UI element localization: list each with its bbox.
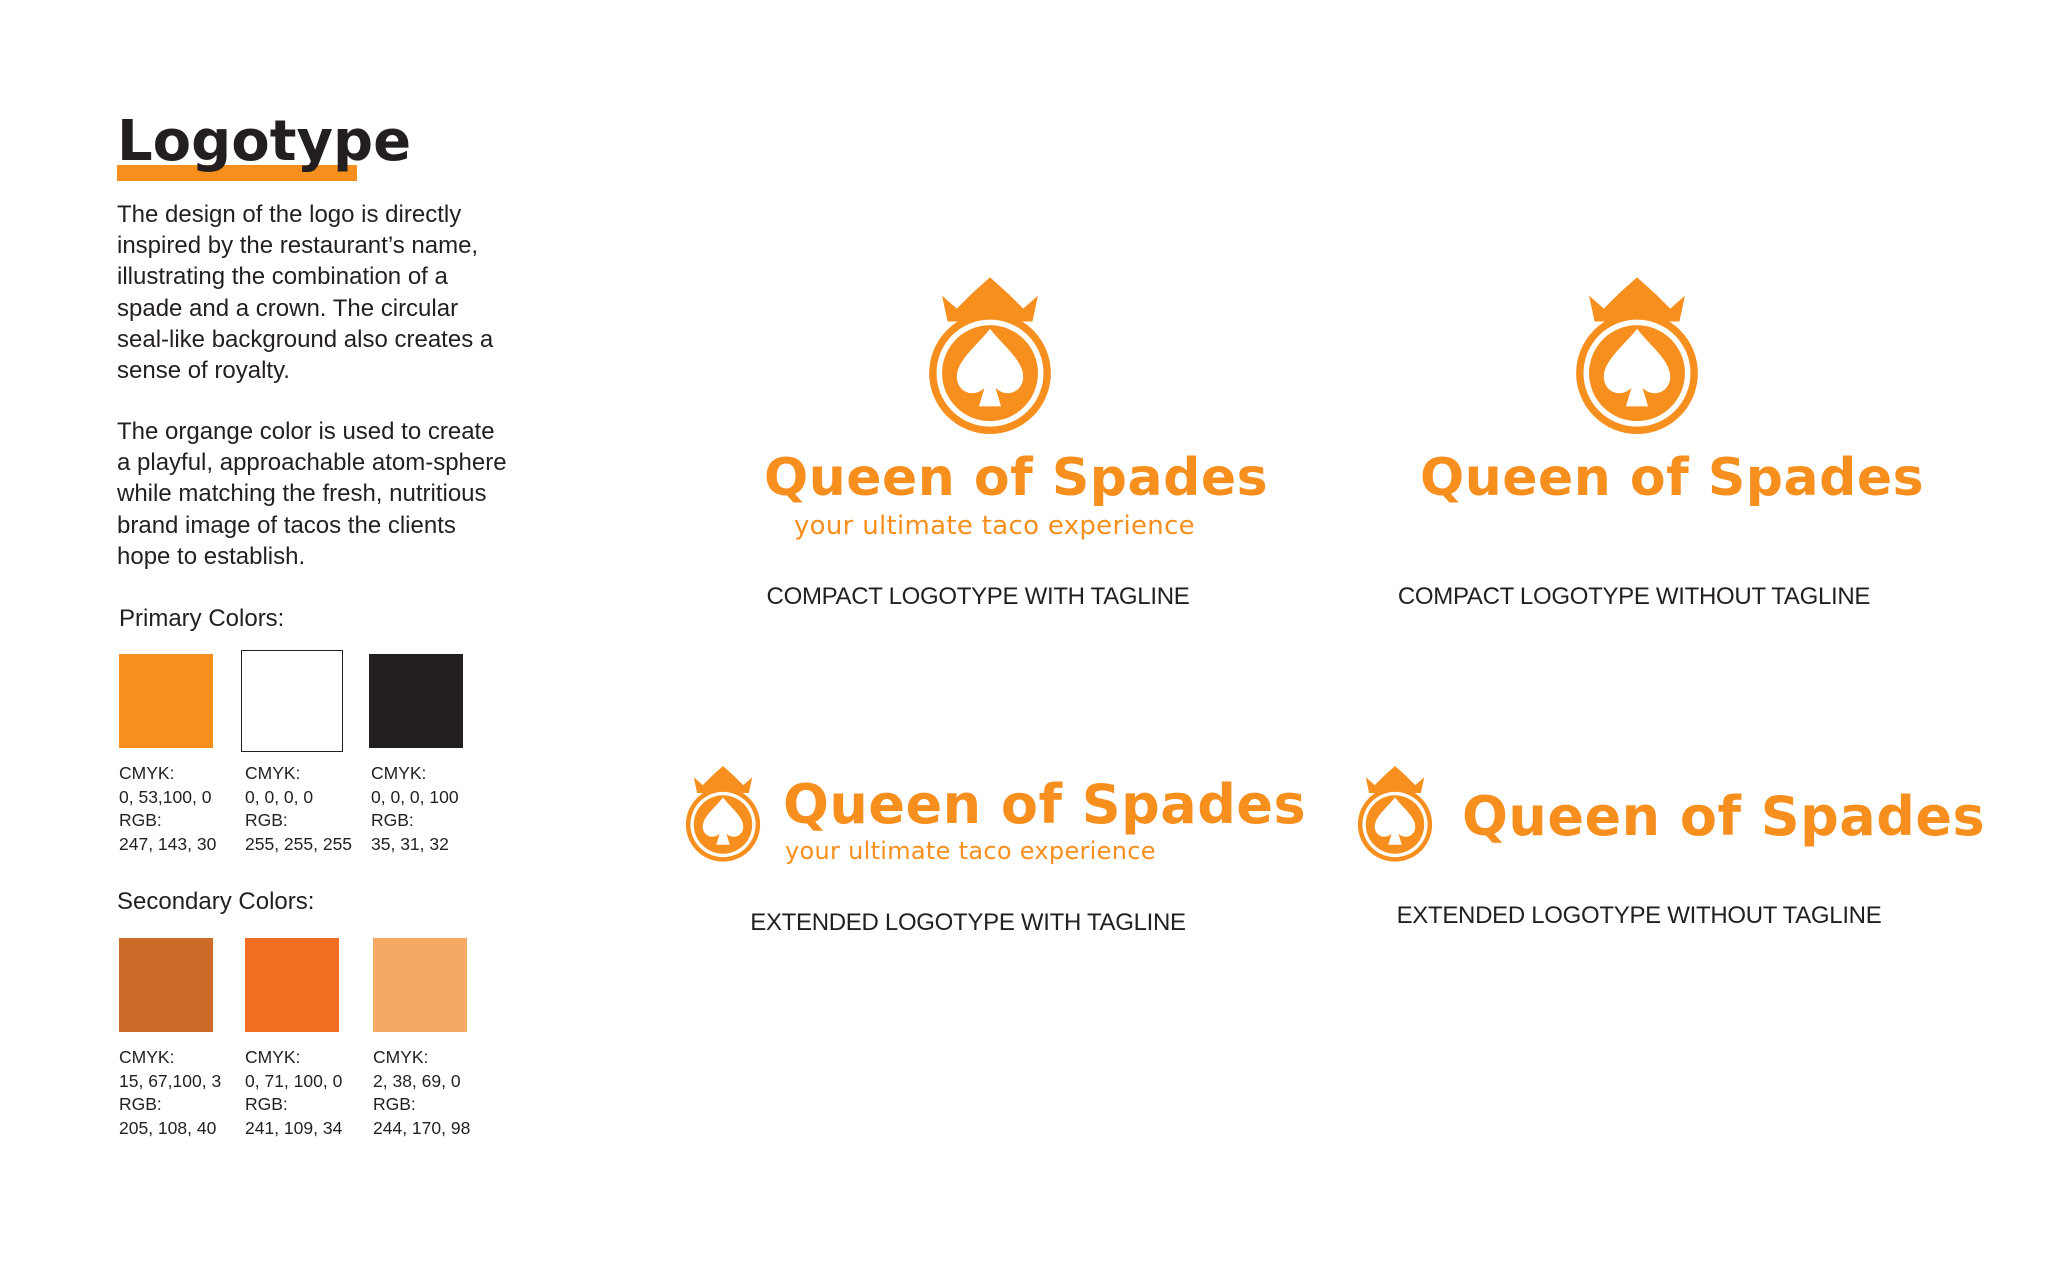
logo-caption: COMPACT LOGOTYPE WITHOUT TAGLINE: [1397, 583, 1871, 610]
primary-swatch-info-orange: [119, 762, 216, 857]
primary-colors-label: Primary Colors:: [119, 605, 285, 632]
rgb-value: 247, 143, 30: [119, 834, 217, 855]
rgb-label: RGB:: [245, 1094, 288, 1115]
secondary-swatch-light-orange: [373, 938, 467, 1032]
rgb-value: 35, 31, 32: [371, 834, 449, 855]
secondary-swatch-red-orange: [245, 938, 339, 1032]
cmyk-label: CMYK:: [371, 763, 427, 783]
secondary-swatch-brown: [119, 938, 213, 1032]
primary-swatch-white: [241, 650, 343, 752]
rgb-label: RGB:: [371, 810, 414, 831]
cmyk-value: 0, 71, 100, 0: [245, 1070, 343, 1091]
brand-wordmark: Queen of Spades: [1462, 785, 1986, 848]
cmyk-label: CMYK:: [373, 1047, 429, 1067]
secondary-swatch-info-red-orange: [245, 1046, 342, 1141]
crown-spade-seal-icon: [1563, 268, 1711, 434]
cmyk-label: CMYK:: [119, 1047, 175, 1067]
cmyk-value: 2, 38, 69, 0: [373, 1070, 461, 1091]
rgb-label: RGB:: [119, 810, 162, 831]
crown-spade-seal-icon: [678, 760, 768, 862]
cmyk-label: CMYK:: [245, 1047, 301, 1067]
logo-caption: EXTENDED LOGOTYPE WITHOUT TAGLINE: [1396, 902, 1882, 929]
description-paragraph: The design of the logo is directly inspired by the restaurant’s name, illustrating the combination of a spade and a crown. The circular seal-like background also creates a sense of royalty.: [117, 201, 494, 385]
brand-tagline: your ultimate taco experience: [785, 837, 1156, 865]
crown-spade-seal-icon: [916, 268, 1064, 434]
cmyk-value: 15, 67,100, 3: [119, 1070, 222, 1091]
primary-swatch-black: [369, 654, 463, 748]
cmyk-value: 0, 53,100, 0: [119, 786, 212, 807]
rgb-label: RGB:: [245, 810, 288, 831]
primary-swatch-info-black: [371, 762, 459, 857]
brand-wordmark: Queen of Spades: [764, 448, 1269, 508]
rgb-value: 255, 255, 255: [245, 834, 353, 855]
secondary-swatch-info-light-orange: [373, 1046, 470, 1141]
logo-caption: COMPACT LOGOTYPE WITH TAGLINE: [766, 583, 1190, 610]
rgb-value: 241, 109, 34: [245, 1118, 343, 1139]
rgb-value: 244, 170, 98: [373, 1118, 471, 1139]
primary-swatch-info-white: [245, 762, 352, 857]
brand-wordmark: Queen of Spades: [1420, 448, 1925, 508]
brand-tagline: your ultimate taco experience: [794, 511, 1195, 541]
rgb-label: RGB:: [373, 1094, 416, 1115]
crown-spade-seal-icon: [1350, 760, 1440, 862]
brand-wordmark: Queen of Spades: [783, 773, 1307, 836]
secondary-swatch-info-brown: [119, 1046, 221, 1141]
secondary-colors-label: Secondary Colors:: [117, 888, 315, 915]
cmyk-value: 0, 0, 0, 100: [371, 786, 459, 807]
logo-caption: EXTENDED LOGOTYPE WITH TAGLINE: [750, 909, 1186, 936]
cmyk-label: CMYK:: [245, 763, 301, 783]
primary-swatch-orange: [119, 654, 213, 748]
color-description-paragraph: The organge color is used to create a playful, approachable atom-sphere while matching the fresh, nutritious brand image of tacos the clients hope to establish.: [117, 418, 507, 570]
rgb-label: RGB:: [119, 1094, 162, 1115]
cmyk-value: 0, 0, 0, 0: [245, 786, 314, 807]
rgb-value: 205, 108, 40: [119, 1118, 217, 1139]
page-title: Logotype: [117, 109, 412, 174]
cmyk-label: CMYK:: [119, 763, 175, 783]
